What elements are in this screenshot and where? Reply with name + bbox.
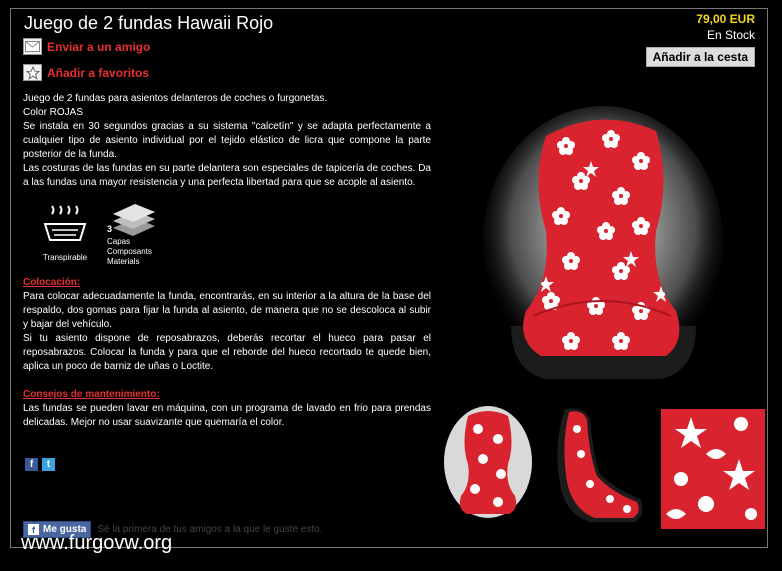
layers-caption-line: Composants [107,247,152,256]
product-main-image[interactable] [471,101,736,391]
add-to-cart-button[interactable]: Añadir a la cesta [646,47,755,67]
breathable-label: Transpirable [42,253,88,262]
breathable-feature [35,202,95,262]
layers-caption-line: Materials [107,257,140,266]
layers-count: 3 [107,224,113,234]
facebook-icon: f [28,524,39,535]
add-to-favorites-link[interactable] [23,64,149,81]
maintenance-section [23,388,431,430]
facebook-share-icon[interactable]: f [25,458,38,471]
placement-text: Para colocar adecuadamente la funda, encontrarás, en su interior a la altura de la base del respaldo, dos gomas para fijar la funda al asiento, de manera que no se descoloca al subir y bajar del vehículo. [23,291,431,330]
stock-status: En Stock [706,28,755,42]
twitter-share-icon[interactable]: t [42,458,55,471]
product-thumbnail[interactable] [661,409,765,529]
site-watermark: www.furgovw.org [21,532,173,554]
description-line: Juego de 2 fundas para asientos delanteros de coches o furgonetas. [23,93,328,104]
send-to-friend-link[interactable] [23,38,150,55]
product-price: 79,00 EUR [696,12,755,26]
product-panel [10,8,768,548]
layers-caption [107,237,152,267]
product-description [23,92,431,190]
description-line: Las costuras de las fundas en su parte delantera son especiales de tapicería de coches. Da a las fundas una mayor resistencia y una perfecta libertad para que se acople al asiento. [23,163,431,188]
add-to-favorites-label: Añadir a favoritos [47,65,150,80]
like-button-label: Me gusta [43,524,87,535]
envelope-icon [23,38,42,55]
layers-feature [105,202,165,266]
breathable-icon [40,202,90,246]
share-buttons [25,458,55,471]
description-line: Se instala en 30 segundos gracias a su sistema "calcetín" y se adapta perfectamente a cualquier tipo de asiento individual por el tejido elástico de licra que compone la parte posterior de la funda. [23,121,431,160]
maintenance-heading: Consejos de mantenimiento: [23,389,160,400]
product-thumbnail[interactable] [545,404,650,526]
maintenance-text: Las fundas se pueden lavar en máquina, con un programa de lavado en frio para prendas delicadas. Mejor no usar suavizante que quemaría el color. [23,403,431,428]
product-title: Juego de 2 fundas Hawaii Rojo [24,13,274,33]
send-to-friend-label: Enviar a un amigo [47,39,151,54]
description-line: Color ROJAS [23,107,84,118]
placement-section [23,276,431,374]
layers-caption-line: Capas [107,237,131,246]
product-thumbnail[interactable] [443,404,533,519]
placement-heading: Colocación: [23,277,81,288]
like-text: Sé la primera de tus amigos a la que le guste esto. [97,524,323,535]
star-icon [23,64,42,81]
placement-text: Si tu asiento dispone de reposabrazos, deberás recortar el hueco para pasar el reposabrazos. Colocar la funda y para que el reborde del hueco recortado te quede bien, aplica un poco de barniz de uñas o Loctite. [23,333,431,372]
